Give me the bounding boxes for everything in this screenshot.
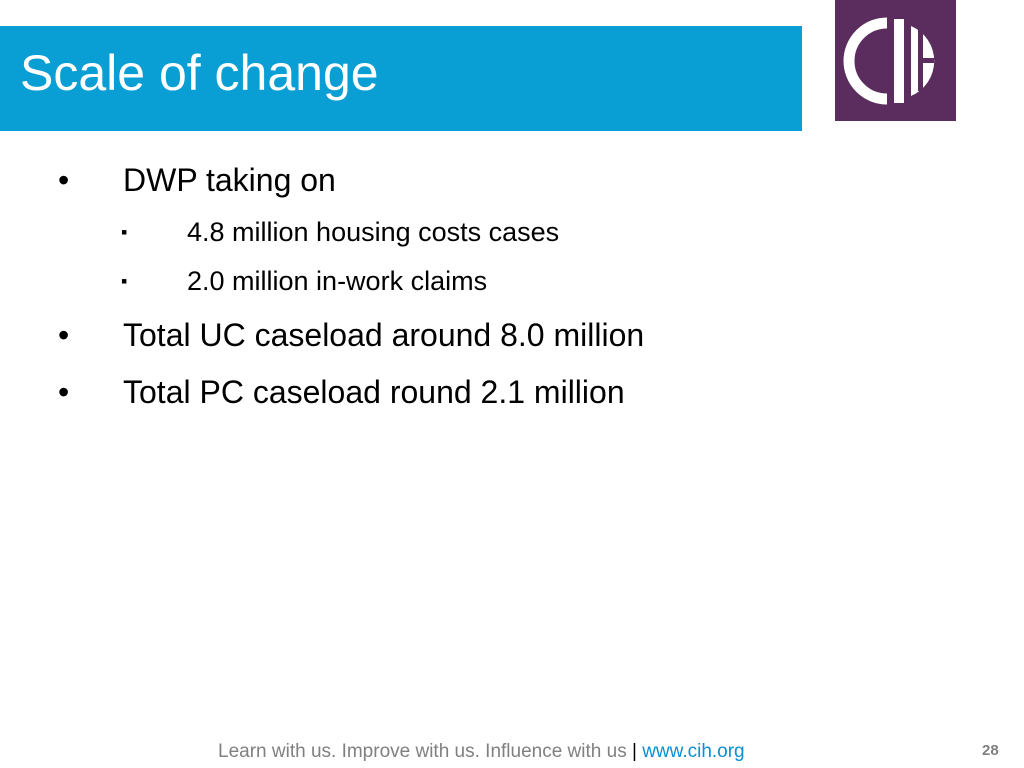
bullet-marker: • — [58, 374, 70, 410]
page-number: 28 — [982, 742, 999, 759]
footer-link[interactable]: www.cih.org — [642, 741, 745, 762]
sub-bullet-marker: ▪ — [121, 222, 128, 242]
bullet-text: Total PC caseload round 2.1 million — [123, 374, 625, 410]
bullet-text: Total UC caseload around 8.0 million — [123, 317, 645, 353]
sub-bullet-text: 4.8 million housing costs cases — [187, 217, 560, 247]
sub-bullet-text: 2.0 million in-work claims — [187, 266, 488, 296]
bullet-marker: • — [58, 162, 70, 198]
bullet-marker: • — [58, 317, 70, 353]
footer-separator: | — [631, 741, 637, 762]
slide-title: Scale of change — [20, 45, 379, 101]
footer-tagline: Learn with us. Improve with us. Influence with us — [218, 741, 627, 762]
cih-logo-icon — [835, 0, 956, 121]
footer — [218, 742, 745, 761]
bullet-text: DWP taking on — [123, 162, 336, 198]
sub-bullet-marker: ▪ — [121, 271, 128, 291]
